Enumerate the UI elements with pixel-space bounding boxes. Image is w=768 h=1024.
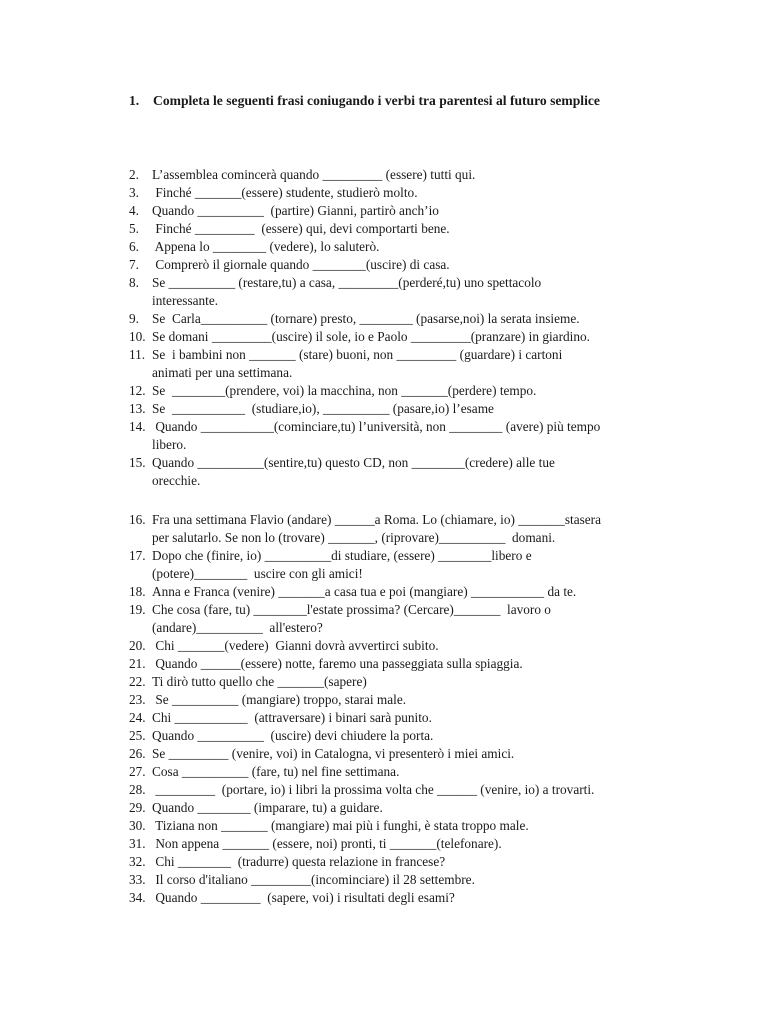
item-text-line: libero. <box>152 437 187 452</box>
item-number: 11. <box>129 347 146 362</box>
item-text-line: L’assemblea comincerà quando _________ (essere) tutti qui. <box>152 167 476 182</box>
item-text-line: Quando ______(essere) notte, faremo una passeggiata sulla spiaggia. <box>152 656 523 671</box>
item-number: 28. <box>129 782 146 797</box>
item-text-line: (potere)________ uscire con gli amici! <box>152 566 363 581</box>
exercise-item <box>129 763 689 781</box>
item-number: 33. <box>129 872 146 887</box>
item-text-line: Finché _________ (essere) qui, devi comportarti bene. <box>152 221 450 236</box>
exercise-item <box>129 328 689 346</box>
item-text-line: Finché _______(essere) studente, studierò molto. <box>152 185 418 200</box>
item-number: 23. <box>129 692 146 707</box>
item-number: 8. <box>129 275 139 290</box>
item-text-line: Quando __________(sentire,tu) questo CD, non ________(credere) alle tue <box>152 455 555 470</box>
item-number: 6. <box>129 239 139 254</box>
item-text-line: Quando ________ (imparare, tu) a guidare. <box>152 800 383 815</box>
exercise-list <box>129 166 689 907</box>
heading-number: 1. <box>129 93 140 108</box>
exercise-item <box>129 871 689 889</box>
exercise-item <box>129 184 689 202</box>
exercise-item <box>129 400 689 418</box>
exercise-item <box>129 673 689 691</box>
item-number: 18. <box>129 584 146 599</box>
item-text-line: Ti dirò tutto quello che _______(sapere) <box>152 674 367 689</box>
item-number: 13. <box>129 401 146 416</box>
exercise-item <box>129 889 689 907</box>
item-text-line: Anna e Franca (venire) _______a casa tua e poi (mangiare) ___________ da te. <box>152 584 577 599</box>
exercise-item <box>129 583 689 601</box>
item-number: 2. <box>129 167 139 182</box>
item-number: 19. <box>129 602 146 617</box>
exercise-item <box>129 601 689 637</box>
item-text-line: Comprerò il giornale quando ________(uscire) di casa. <box>152 257 450 272</box>
exercise-item <box>129 220 689 238</box>
item-number: 30. <box>129 818 146 833</box>
item-text-line: per salutarlo. Se non lo (trovare) _______, (riprovare)__________ domani. <box>152 530 556 545</box>
exercise-item <box>129 691 689 709</box>
exercise-item <box>129 817 689 835</box>
item-number: 26. <box>129 746 146 761</box>
item-number: 29. <box>129 800 146 815</box>
exercise-item <box>129 202 689 220</box>
exercise-item <box>129 727 689 745</box>
item-number: 16. <box>129 512 146 527</box>
exercise-item <box>129 238 689 256</box>
item-text-line: orecchie. <box>152 473 201 488</box>
item-text-line: Se __________ (mangiare) troppo, starai male. <box>152 692 407 707</box>
exercise-item <box>129 547 689 583</box>
item-text-line: Quando __________ (uscire) devi chiudere la porta. <box>152 728 434 743</box>
exercise-item <box>129 511 689 547</box>
exercise-item <box>129 835 689 853</box>
item-number: 21. <box>129 656 146 671</box>
item-text-line: (andare)__________ all'estero? <box>152 620 323 635</box>
exercise-item <box>129 310 689 328</box>
item-text-line: Quando _________ (sapere, voi) i risultati degli esami? <box>152 890 455 905</box>
heading-text: Completa le seguenti frasi coniugando i verbi tra parentesi al futuro semplice <box>153 93 600 108</box>
exercise-item <box>129 346 689 382</box>
item-text-line: Il corso d'italiano _________(incominciare) il 28 settembre. <box>152 872 475 887</box>
exercise-item <box>129 382 689 400</box>
exercise-item <box>129 418 689 454</box>
exercise-item <box>129 166 689 184</box>
exercise-item <box>129 781 689 799</box>
item-number: 14. <box>129 419 146 434</box>
item-text-line: Se ___________ (studiare,io), __________ (pasare,io) l’esame <box>152 401 494 416</box>
item-text-line: Se ________(prendere, voi) la macchina, non _______(perdere) tempo. <box>152 383 537 398</box>
item-text-line: Chi ________ (tradurre) questa relazione in francese? <box>152 854 446 869</box>
exercise-item <box>129 655 689 673</box>
item-text-line: Tiziana non _______ (mangiare) mai più i funghi, è stata troppo male. <box>152 818 529 833</box>
item-text-line: Quando __________ (partire) Gianni, partirò anch’io <box>152 203 439 218</box>
item-number: 34. <box>129 890 146 905</box>
item-text-line: Se __________ (restare,tu) a casa, _________(perderé,tu) uno spettacolo <box>152 275 542 290</box>
exercise-item <box>129 454 689 490</box>
item-number: 9. <box>129 311 139 326</box>
item-text-line: Se _________ (venire, voi) in Catalogna, vi presenterò i miei amici. <box>152 746 515 761</box>
item-text-line: Se Carla__________ (tornare) presto, ________ (pasarse,noi) la serata insieme. <box>152 311 580 326</box>
item-number: 32. <box>129 854 146 869</box>
exercise-item <box>129 637 689 655</box>
item-number: 17. <box>129 548 146 563</box>
item-text-line: Che cosa (fare, tu) ________l'estate prossima? (Cercare)_______ lavoro o <box>152 602 551 617</box>
item-number: 10. <box>129 329 146 344</box>
item-number: 27. <box>129 764 146 779</box>
exercise-item <box>129 274 689 310</box>
section-spacer <box>129 490 689 511</box>
item-number: 24. <box>129 710 146 725</box>
item-number: 20. <box>129 638 146 653</box>
item-text-line: Non appena _______ (essere, noi) pronti, ti _______(telefonare). <box>152 836 502 851</box>
item-text-line: _________ (portare, io) i libri la prossima volta che ______ (venire, io) a trovarti. <box>152 782 595 797</box>
item-text-line: interessante. <box>152 293 219 308</box>
item-text-line: Fra una settimana Flavio (andare) ______a Roma. Lo (chiamare, io) _______stasera <box>152 512 601 527</box>
item-text-line: animati per una settimana. <box>152 365 293 380</box>
item-text-line: Se i bambini non _______ (stare) buoni, non _________ (guardare) i cartoni <box>152 347 563 362</box>
item-number: 5. <box>129 221 139 236</box>
item-number: 12. <box>129 383 146 398</box>
exercise-heading <box>129 93 600 109</box>
item-text-line: Cosa __________ (fare, tu) nel fine settimana. <box>152 764 400 779</box>
item-text-line: Chi ___________ (attraversare) i binari sarà punito. <box>152 710 432 725</box>
exercise-item <box>129 709 689 727</box>
item-text-line: Dopo che (finire, io) __________di studiare, (essere) ________libero e <box>152 548 532 563</box>
exercise-item <box>129 853 689 871</box>
item-number: 3. <box>129 185 139 200</box>
item-text-line: Quando ___________(cominciare,tu) l’università, non ________ (avere) più tempo <box>152 419 601 434</box>
item-text-line: Chi _______(vedere) Gianni dovrà avvertirci subito. <box>152 638 439 653</box>
item-text-line: Se domani _________(uscire) il sole, io e Paolo _________(pranzare) in giardino. <box>152 329 590 344</box>
item-number: 15. <box>129 455 146 470</box>
item-number: 7. <box>129 257 139 272</box>
exercise-item <box>129 256 689 274</box>
exercise-item <box>129 799 689 817</box>
exercise-item <box>129 745 689 763</box>
item-number: 4. <box>129 203 139 218</box>
item-number: 22. <box>129 674 146 689</box>
item-text-line: Appena lo ________ (vedere), lo saluterò. <box>152 239 380 254</box>
item-number: 31. <box>129 836 146 851</box>
item-number: 25. <box>129 728 146 743</box>
